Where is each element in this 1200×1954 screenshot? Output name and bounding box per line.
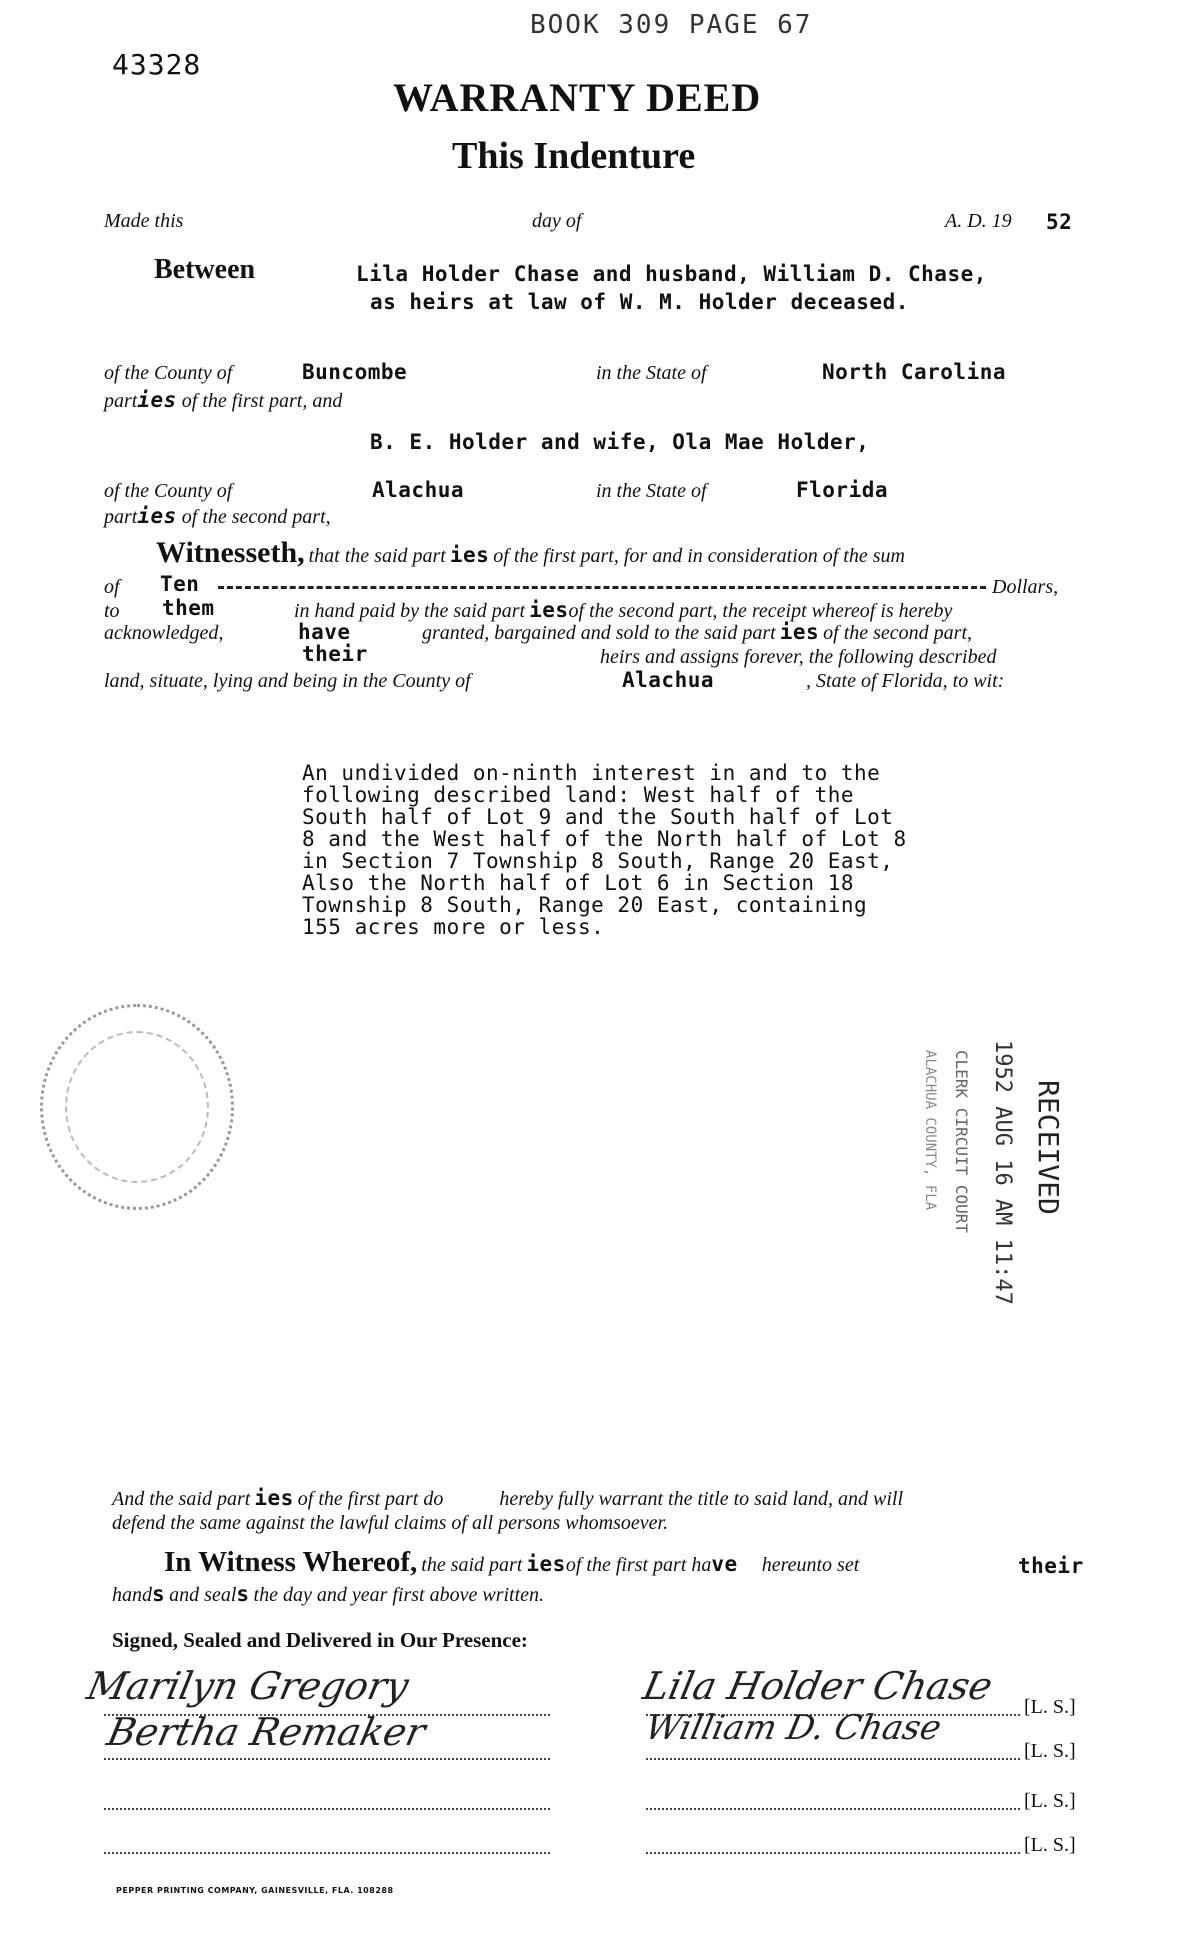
second-county-value: Alachua <box>372 478 465 502</box>
second-county-label: of the County of <box>104 480 233 502</box>
day-of-label: day of <box>532 210 582 232</box>
document-title: WARRANTY DEED <box>393 75 762 120</box>
ls-label-2: [L. S.] <box>1024 1740 1076 1762</box>
ls-label-4: [L. S.] <box>1024 1834 1076 1856</box>
in-witness-text-c: of the first part ha <box>565 1554 712 1576</box>
in-witness-part-suffix: ies <box>526 1552 566 1576</box>
of-label: of <box>104 576 120 598</box>
first-part-line <box>104 388 342 413</box>
witness-line-2 <box>104 1756 550 1760</box>
document-number: 43328 <box>112 48 202 81</box>
witnesseth-line4 <box>422 620 972 645</box>
have-value: have <box>298 620 351 644</box>
grantor-line-3 <box>646 1806 1020 1810</box>
witnesseth-label: Witnesseth, <box>156 536 305 569</box>
line3-part-suffix: ies <box>529 598 569 622</box>
seal-label: and seal <box>169 1584 237 1606</box>
first-part-prefix: part <box>104 390 138 412</box>
second-part-suffix: ies <box>137 504 177 528</box>
them-value: them <box>162 596 215 620</box>
warranty-text-c: of the first part do <box>297 1488 444 1510</box>
in-witness-line1 <box>164 1546 859 1579</box>
their-value: their <box>302 642 368 666</box>
ls-label-3: [L. S.] <box>1024 1790 1076 1812</box>
first-part-suffix: ies <box>137 388 177 412</box>
line3-text-a: in hand paid by the said part <box>294 600 526 622</box>
witnesseth-part-suffix: ies <box>449 543 490 567</box>
situate-text: land, situate, lying and being in the County of <box>104 670 471 692</box>
line4-part-suffix: ies <box>779 620 820 644</box>
witnesseth-line1 <box>156 536 905 570</box>
in-witness-label: In Witness Whereof, <box>164 1546 418 1578</box>
year-value: 52 <box>1046 210 1073 234</box>
description-line: Township 8 South, Range 20 East, containing <box>302 893 868 917</box>
received-date: 1952 AUG 16 AM 11:47 <box>990 1040 1015 1305</box>
between-label: Between <box>154 254 256 285</box>
grantor-names-line2: as heirs at law of W. M. Holder deceased. <box>370 290 909 314</box>
line3-text-c: of the second part, the receipt whereof is hereby <box>568 600 953 622</box>
state-to-wit-text: , State of Florida, to wit: <box>806 670 1005 692</box>
warranty-part-suffix: ies <box>254 1486 294 1510</box>
description-line: in Section 7 Township 8 South, Range 20 East, <box>302 849 894 873</box>
in-witness-their: their <box>1018 1554 1084 1578</box>
received-county: ALACHUA COUNTY, FLA <box>922 1050 938 1211</box>
description-line: Also the North half of Lot 6 in Section 18 <box>302 871 855 895</box>
acknowledged-label: acknowledged, <box>104 622 224 644</box>
second-part-line <box>104 504 331 529</box>
warranty-line1 <box>112 1486 903 1511</box>
ls-label-1: [L. S.] <box>1024 1696 1076 1718</box>
description-line: 155 acres more or less. <box>302 915 605 939</box>
witness-line-3 <box>104 1806 550 1810</box>
first-county-label: of the County of <box>104 362 233 384</box>
grantor-line-2 <box>646 1756 1020 1760</box>
witnesseth-text-a: that the said part <box>308 545 446 567</box>
second-part-prefix: part <box>104 506 138 528</box>
description-line: following described land: West half of the <box>302 783 855 807</box>
witness-line-4 <box>104 1850 550 1854</box>
ad-label: A. D. 19 <box>945 210 1012 232</box>
witness-signature-2: Bertha Remaker <box>103 1710 430 1754</box>
first-county-value: Buncombe <box>302 360 408 384</box>
printer-imprint: PEPPER PRINTING COMPANY, GAINESVILLE, FLA. 108288 <box>116 1886 394 1895</box>
land-description <box>302 762 907 938</box>
dollars-label: Dollars, <box>992 576 1059 598</box>
warranty-text-d: hereby fully warrant the title to said land, and will <box>499 1488 904 1510</box>
heirs-assigns-text: heirs and assigns forever, the following described <box>600 646 997 668</box>
grantee-names: B. E. Holder and wife, Ola Mae Holder, <box>370 430 870 454</box>
in-witness-line2 <box>112 1582 544 1607</box>
line4-text-a: granted, bargained and sold to the said part <box>422 622 776 644</box>
seal-s: s <box>236 1582 250 1606</box>
land-county-value: Alachua <box>622 668 715 692</box>
first-state-value: North Carolina <box>822 360 1007 384</box>
sum-dash-line <box>218 586 986 589</box>
second-part-label: of the second part, <box>181 506 331 528</box>
in-witness-text-a: the said part <box>421 1554 523 1576</box>
received-stamp <box>912 1040 1072 1305</box>
grantor-signature-1: Lila Holder Chase <box>639 1664 997 1708</box>
description-line: An undivided on-ninth interest in and to the <box>302 761 881 785</box>
first-part-label: of the first part, and <box>181 390 343 412</box>
made-this-label: Made this <box>104 210 184 232</box>
hand-s: s <box>152 1582 166 1606</box>
grantor-signature-2: William D. Chase <box>641 1708 945 1748</box>
hand-label: hand <box>112 1584 152 1606</box>
in-witness-text-e: hereunto set <box>761 1554 860 1576</box>
received-clerk: CLERK CIRCUIT COURT <box>952 1050 971 1234</box>
notary-seal-inner-ring <box>65 1031 209 1183</box>
grantor-names-line1: Lila Holder Chase and husband, William D. Chase, <box>356 262 987 286</box>
sum-value: Ten <box>160 572 200 596</box>
line4-text-c: of the second part, <box>823 622 973 644</box>
witnesseth-text-c: of the first part, for and in consideration of the sum <box>493 545 905 567</box>
document-subtitle: This Indenture <box>452 135 696 177</box>
warranty-line2: defend the same against the lawful claims of all persons whomsoever. <box>112 1512 669 1534</box>
received-label: RECEIVED <box>1032 1080 1065 1215</box>
first-state-label: in the State of <box>596 362 707 384</box>
description-line: 8 and the West half of the North half of Lot 8 <box>302 827 907 851</box>
signed-sealed-heading: Signed, Sealed and Delivered in Our Presence: <box>112 1628 528 1652</box>
witness-signature-1: Marilyn Gregory <box>83 1664 413 1708</box>
notary-seal <box>40 1004 234 1210</box>
second-state-label: in the State of <box>596 480 707 502</box>
day-year-text: the day and year first above written. <box>253 1584 545 1606</box>
to-label: to <box>104 600 120 622</box>
description-line: South half of Lot 9 and the South half of Lot <box>302 805 894 829</box>
in-witness-ve: ve <box>711 1552 738 1576</box>
book-page-stamp: BOOK 309 PAGE 67 <box>530 10 813 40</box>
warranty-text-a: And the said part <box>112 1488 251 1510</box>
second-state-value: Florida <box>796 478 889 502</box>
grantor-line-4 <box>646 1850 1020 1854</box>
